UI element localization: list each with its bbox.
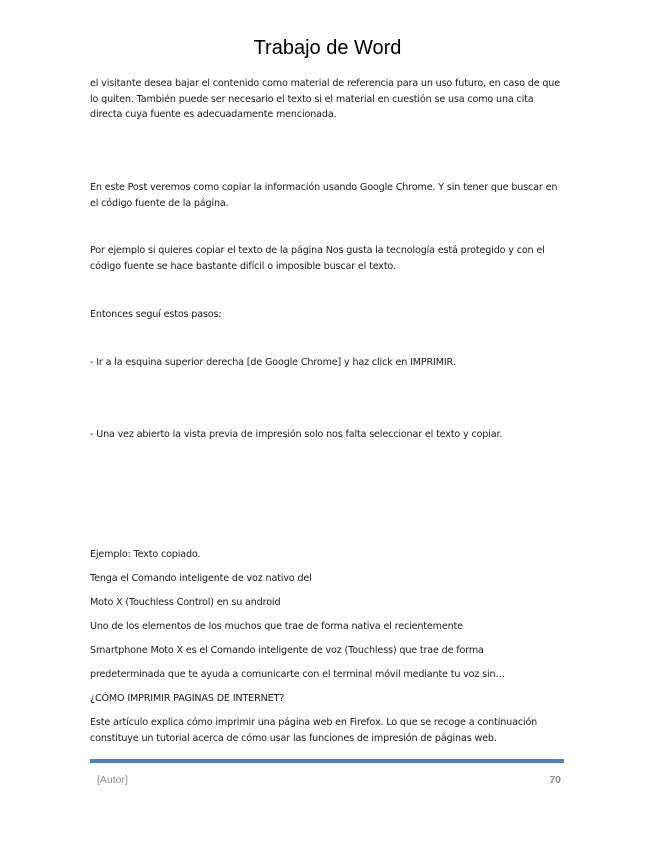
footer-author: [Autor] [97,774,128,786]
paragraph-firefox: Este artículo explica cómo imprimir una página web en Firefox. Lo que se recoge a continuación constituye un tutorial acerca de cómo usar las funciones de impresión de páginas web. [90,717,538,744]
paragraph-intro: el visitante desea bajar el contenido como material de referencia para un uso futuro, en caso de que lo quiten. También puede ser necesario el texto si el material en cuestión se usa como una cita directa cuya fuente es adecuadamente mencionada. [90,78,560,120]
page-title: Trabajo de Word [253,37,402,59]
paragraph-step-1: - Ir a la esquina superior derecha [de Google Chrome] y haz click en IMPRIMIR. [90,357,456,368]
paragraph-copied-line-1: Tenga el Comando inteligente de voz nativo del [90,573,312,584]
paragraph-steps-heading: Entonces seguí estos pasos: [90,309,222,320]
paragraph-section-heading: ¿CÓMO IMPRIMIR PAGINAS DE INTERNET? [90,693,285,704]
paragraph-post-intro: En este Post veremos como copiar la información usando Google Chrome. Y sin tener que buscar en el código fuente de la página. [90,182,558,209]
paragraph-copied-line-3: Uno de los elementos de los muchos que trae de forma nativa el recientemente [90,621,463,632]
paragraph-copied-line-2: Moto X (Touchless Control) en su android [90,597,281,608]
paragraph-copied-line-5: predeterminada que te ayuda a comunicarte con el terminal móvil mediante tu voz sin… [90,669,505,680]
paragraph-copied-example: Ejemplo: Texto copiado. [90,549,201,560]
paragraph-copied-line-4: Smartphone Moto X es el Comando inteligente de voz (Touchless) que trae de forma [90,645,484,656]
page-number: 70 [549,774,561,786]
footer-rule [90,759,564,763]
paragraph-example: Por ejemplo si quieres copiar el texto de la página Nos gusta la tecnología está protegido y con el código fuente se hace bastante difícil o imposible buscar el texto. [90,245,545,272]
paragraph-step-2: - Una vez abierto la vista previa de impresión solo nos falta seleccionar el texto y copiar. [90,429,503,440]
